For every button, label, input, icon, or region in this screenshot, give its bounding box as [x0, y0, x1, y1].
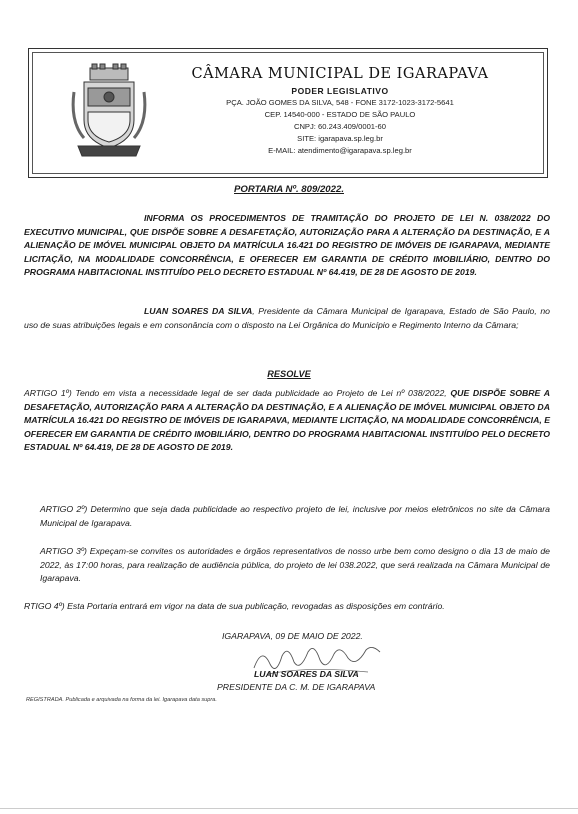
preamble-text: , Presidente da Câmara Municipal de Igarapava, Estado de São Paulo, no uso de suas atribuições legais e em consonância com o disposto na Lei Orgânica do Município e Regimento Interno da Câmara; — [24, 306, 551, 330]
resolve-heading: RESOLVE — [267, 369, 311, 379]
signer-name: LUAN SOARES DA SILVA — [254, 669, 359, 679]
page-bottom-rule — [0, 808, 578, 809]
chamber-cnpj: CNPJ: 60.243.409/0001-60 — [293, 122, 387, 131]
article-1-intro: ARTIGO 1º) Tendo em vista a necessidade legal de ser dada publicidade ao Projeto de Lei nº 038/2022, — [24, 388, 451, 398]
article-3: ARTIGO 3º) Expeçam-se convites os autoridades e órgãos representativos de nosso urbe bem como designo o dia 13 de maio de 2022, às 17:00 horas, para realização de audiência pública, do projeto de lei 038.2022, que será realizada na Câmara Municipal de Igarapava. — [40, 546, 550, 584]
chamber-address: PÇA. JOÃO GOMES DA SILVA, 548 - FONE 3172-1023-3172-5641 — [226, 98, 454, 107]
article-1 — [24, 387, 550, 455]
portaria-number: PORTARIA Nº. 809/2022. — [234, 184, 344, 195]
chamber-email: E-MAIL: atendimento@igarapava.sp.leg.br — [268, 146, 412, 155]
article-4: RTIGO 4º) Esta Portaria entrará em vigor na data de sua publicação, revogadas as disposições em contrário. — [24, 601, 445, 611]
article-1-bold: QUE DISPÕE SOBRE A DESAFETAÇÃO, AUTORIZAÇÃO PARA A ALTERAÇÃO DA DESTINAÇÃO, E A ALIENAÇÃO DE IMÓVEL MUNICIPAL OBJETO DA MATRÍCULA 16.421 DO REGISTRO DE IMÓVEIS DE IGARAPAVA, MEDIANTE LICITAÇÃO, NA MODALIDADE CONCORRÊNCIA, E OFERECER EM GARANTIA DE CRÉDITO IMOBILIÁRIO, DENTRO DO PROGRAMA HABITACIONAL INSTITUÍDO PELO DECRETO ESTADUAL Nº 64.419, DE 28 DE AGOSTO DE 2019. — [24, 388, 550, 453]
preamble-paragraph — [24, 305, 550, 332]
signer-role: PRESIDENTE DA C. M. DE IGARAPAVA — [217, 682, 376, 692]
ementa-paragraph: INFORMA OS PROCEDIMENTOS DE TRAMITAÇÃO DO PROJETO DE LEI N. 038/2022 DO EXECUTIVO MUNICIPAL, QUE DISPÕE SOBRE A DESAFETAÇÃO, AUTORIZAÇÃO PARA A ALTERAÇÃO DA DESTINAÇÃO, E A ALIENAÇÃO DE IMÓVEL MUNICIPAL OBJETO DA MATRÍCULA 16.421 DO REGISTRO DE IMÓVEIS DE IGARAPAVA, MEDIANTE LICITAÇÃO, NA MODALIDADE CONCORRÊNCIA, E OFERECER EM GARANTIA DE CRÉDITO IMOBILIÁRIO, DENTRO DO PROGRAMA HABITACIONAL INSTITUÍDO PELO DECRETO ESTADUAL Nº 64.419, DE 28 DE AGOSTO DE 2019. — [24, 213, 550, 278]
chamber-name: CÂMARA MUNICIPAL DE IGARAPAVA — [191, 66, 489, 82]
chamber-subtitle: PODER LEGISLATIVO — [291, 86, 389, 96]
chamber-site: SITE: igarapava.sp.leg.br — [297, 134, 383, 143]
date-line: IGARAPAVA, 09 DE MAIO DE 2022. — [222, 631, 363, 641]
preamble-name: LUAN SOARES DA SILVA — [144, 306, 253, 316]
registration-note: REGISTRADA. Publicada e arquivada na forma da lei. Igarapava data supra. — [26, 697, 217, 703]
article-2: ARTIGO 2º) Determino que seja dada publicidade ao respectivo projeto de lei, inclusive por meios eletrônicos no site da Câmara Municipal de Igarapava. — [40, 504, 550, 528]
chamber-cep: CEP. 14540-000 - ESTADO DE SÃO PAULO — [264, 110, 416, 119]
coat-of-arms-icon — [70, 62, 148, 162]
